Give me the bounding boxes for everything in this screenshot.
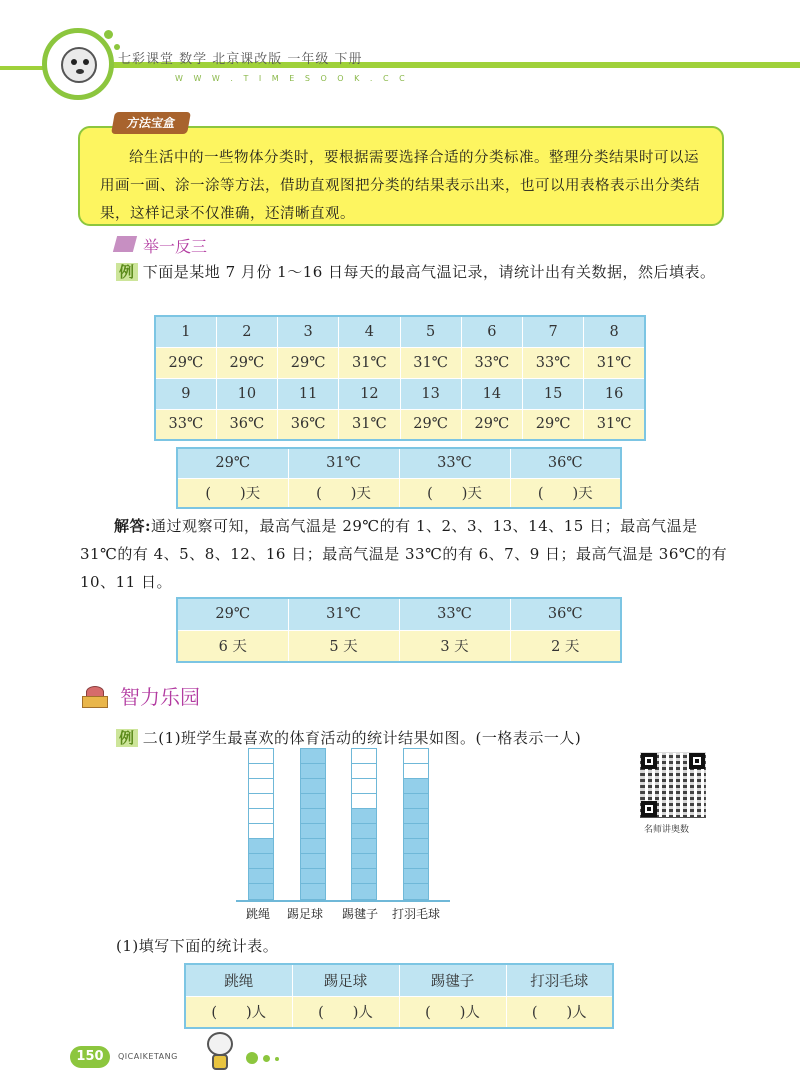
chart-cell	[249, 809, 273, 824]
temp-cell: 31℃	[339, 409, 400, 440]
chart-bar	[403, 748, 429, 900]
table-row	[177, 448, 621, 478]
footer-brand: QICAIKETANG	[118, 1052, 178, 1061]
dot-icon	[246, 1052, 258, 1064]
bar-chart	[236, 750, 450, 902]
chart-cell	[301, 839, 325, 854]
chart-cell	[404, 764, 428, 779]
day-cell: 5	[400, 316, 461, 347]
header-cell: 31℃	[288, 448, 399, 478]
chart-cell	[249, 839, 273, 854]
answer-cell: 5 天	[288, 630, 399, 662]
chart-cell	[352, 809, 376, 824]
header-url: W W W . T I M E S O O K . C C	[175, 74, 409, 83]
day-cell: 8	[584, 316, 645, 347]
header-cell: 36℃	[510, 598, 621, 630]
example-1	[116, 258, 728, 286]
temperature-table	[154, 315, 646, 441]
day-cell: 14	[461, 378, 522, 409]
table-row	[177, 630, 621, 662]
page-header	[0, 0, 800, 110]
table-row	[177, 478, 621, 508]
chart-cell	[249, 824, 273, 839]
count-table-blank	[176, 447, 622, 509]
blank-cell: ( )天	[177, 478, 288, 508]
chart-cell	[301, 764, 325, 779]
page-number: 150	[70, 1046, 110, 1068]
header-cell: 踢足球	[292, 964, 399, 996]
qr-corner	[641, 753, 657, 769]
chart-cell	[301, 779, 325, 794]
nose-icon	[76, 69, 84, 74]
question-1: (1)填写下面的统计表。	[116, 937, 279, 955]
example-text: 二(1)班学生最喜欢的体育活动的统计结果如图。(一格表示一人)	[142, 729, 582, 747]
chart-cell	[352, 854, 376, 869]
example-mark: 例	[116, 263, 138, 281]
chart-cell	[301, 749, 325, 764]
temp-cell: 29℃	[216, 347, 277, 378]
temp-cell: 29℃	[400, 409, 461, 440]
section-title: 智力乐园	[120, 685, 200, 709]
day-cell: 11	[278, 378, 339, 409]
blank-cell: ( )天	[510, 478, 621, 508]
day-cell: 1	[155, 316, 216, 347]
day-cell: 7	[523, 316, 584, 347]
mascot-logo-icon	[42, 28, 114, 100]
temp-cell: 29℃	[278, 347, 339, 378]
blank-cell: ( )人	[399, 996, 506, 1028]
day-cell: 13	[400, 378, 461, 409]
chart-cell	[249, 884, 273, 899]
chart-category-label: 打羽毛球	[392, 907, 441, 921]
chart-cell	[352, 749, 376, 764]
day-cell: 3	[278, 316, 339, 347]
temp-cell: 31℃	[400, 347, 461, 378]
table-row	[177, 598, 621, 630]
eye-icon	[71, 59, 77, 65]
chart-bar	[300, 748, 326, 900]
method-box	[78, 126, 724, 226]
eye-icon	[83, 59, 89, 65]
table-row	[155, 409, 645, 440]
chart-cell	[301, 869, 325, 884]
chart-cell	[352, 794, 376, 809]
section-heading-puzzle	[80, 680, 280, 712]
dot-icon	[104, 30, 113, 39]
qr-corner	[689, 753, 705, 769]
x-axis	[236, 900, 450, 902]
answer-label: 解答:	[114, 517, 152, 535]
temp-cell: 33℃	[155, 409, 216, 440]
header-cell: 打羽毛球	[506, 964, 613, 996]
day-cell: 4	[339, 316, 400, 347]
answer-cell: 2 天	[510, 630, 621, 662]
chart-category-label: 踢足球	[287, 907, 324, 921]
answer-text: 通过观察可知，最高气温是 29℃的有 1、2、3、13、14、15 日；最高气温是 31℃的有 4、5、8、12、16 日；最高气温是 33℃的有 6、7、9 日；最高气温是 36℃的有 10、11 日。	[80, 517, 728, 591]
chart-cell	[352, 884, 376, 899]
answer-cell: 3 天	[399, 630, 510, 662]
books-icon	[80, 682, 110, 710]
qr-label: 名师讲奥数	[644, 825, 690, 835]
chart-cell	[249, 779, 273, 794]
blank-cell: ( )人	[292, 996, 399, 1028]
chart-cell	[249, 854, 273, 869]
chart-cell	[404, 809, 428, 824]
header-title: 七彩课堂 数学 北京课改版 一年级 下册	[118, 52, 363, 67]
temp-cell: 33℃	[461, 347, 522, 378]
temp-cell: 29℃	[461, 409, 522, 440]
notebook-icon	[113, 236, 137, 252]
temp-cell: 29℃	[523, 409, 584, 440]
blank-cell: ( )人	[506, 996, 613, 1028]
chart-cell	[352, 869, 376, 884]
method-tag: 方法宝盒	[111, 112, 191, 134]
blank-cell: ( )天	[288, 478, 399, 508]
dot-icon	[275, 1057, 279, 1061]
sports-table	[184, 963, 614, 1029]
chart-cell	[352, 839, 376, 854]
chart-cell	[301, 854, 325, 869]
chart-cell	[404, 779, 428, 794]
temp-cell: 36℃	[216, 409, 277, 440]
mascot-icon	[205, 1032, 237, 1072]
temp-cell: 36℃	[278, 409, 339, 440]
chart-cell	[404, 854, 428, 869]
chart-cell	[404, 884, 428, 899]
chart-cell	[352, 764, 376, 779]
chart-cell	[404, 824, 428, 839]
chart-bar	[248, 748, 274, 900]
example-text: 下面是某地 7 月份 1～16 日每天的最高气温记录，请统计出有关数据，然后填表。	[142, 263, 716, 281]
book-icon	[82, 696, 108, 708]
method-text: 给生活中的一些物体分类时，要根据需要选择合适的分类标准。整理分类结果时可以运用画一画、涂一涂等方法，借助直观图把分类的结果表示出来，也可以用表格表示出分类结果，这样记录不仅准确，还清晰直观。	[100, 150, 700, 222]
header-cell: 31℃	[288, 598, 399, 630]
chart-cell	[404, 869, 428, 884]
count-table-filled	[176, 597, 622, 663]
chart-cell	[404, 749, 428, 764]
day-cell: 12	[339, 378, 400, 409]
temp-cell: 31℃	[584, 347, 645, 378]
day-cell: 6	[461, 316, 522, 347]
chart-cell	[352, 824, 376, 839]
day-cell: 9	[155, 378, 216, 409]
chart-cell	[249, 749, 273, 764]
chart-cell	[249, 764, 273, 779]
temp-cell: 29℃	[155, 347, 216, 378]
table-row	[155, 378, 645, 409]
blank-cell: ( )天	[399, 478, 510, 508]
temp-cell: 31℃	[339, 347, 400, 378]
header-cell: 跳绳	[185, 964, 292, 996]
chart-category-label: 踢毽子	[342, 907, 379, 921]
chart-cell	[352, 779, 376, 794]
dot-icon	[263, 1055, 270, 1062]
day-cell: 10	[216, 378, 277, 409]
qr-corner	[641, 801, 657, 817]
temp-cell: 31℃	[584, 409, 645, 440]
table-row	[155, 316, 645, 347]
chart-bar	[351, 748, 377, 900]
answer-block	[80, 512, 730, 596]
day-cell: 16	[584, 378, 645, 409]
mascot-face-icon	[61, 47, 97, 83]
blank-cell: ( )人	[185, 996, 292, 1028]
temp-cell: 33℃	[523, 347, 584, 378]
chart-cell	[301, 824, 325, 839]
example-mark: 例	[116, 729, 138, 747]
header-cell: 29℃	[177, 448, 288, 478]
chart-cell	[301, 884, 325, 899]
day-cell: 2	[216, 316, 277, 347]
chart-category-label: 跳绳	[246, 907, 271, 921]
header-cell: 33℃	[399, 448, 510, 478]
header-cell: 踢毽子	[399, 964, 506, 996]
day-cell: 15	[523, 378, 584, 409]
mascot-body-icon	[212, 1054, 228, 1070]
chart-cell	[249, 869, 273, 884]
table-row	[185, 996, 613, 1028]
mascot-head-icon	[207, 1032, 233, 1056]
section-title: 举一反三	[143, 237, 208, 256]
table-row	[155, 347, 645, 378]
chart-cell	[404, 839, 428, 854]
chart-cell	[301, 794, 325, 809]
chart-cell	[404, 794, 428, 809]
chart-cell	[249, 794, 273, 809]
header-cell: 36℃	[510, 448, 621, 478]
table-row	[185, 964, 613, 996]
answer-cell: 6 天	[177, 630, 288, 662]
header-cell: 33℃	[399, 598, 510, 630]
chart-cell	[301, 809, 325, 824]
header-cell: 29℃	[177, 598, 288, 630]
